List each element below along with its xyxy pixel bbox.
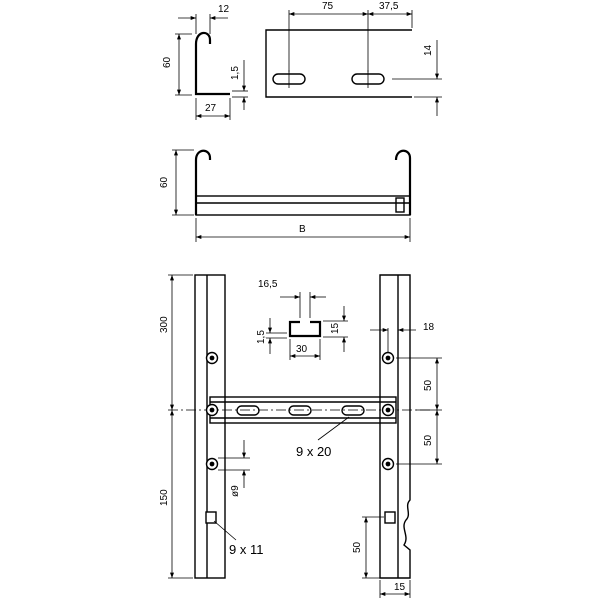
dim-label-15-bottom: 15 — [394, 582, 406, 593]
dim-label-60-front: 60 — [159, 176, 170, 188]
front-rung-end — [396, 198, 404, 212]
square-hole-right — [385, 512, 395, 523]
dim-label-75: 75 — [322, 1, 334, 12]
dim-label-hole-diameter: ø9 — [230, 485, 241, 497]
side-profile-view — [162, 4, 248, 120]
rung-slot-1 — [237, 406, 259, 415]
right-upright — [380, 275, 410, 578]
dim-label-14: 14 — [423, 44, 434, 56]
round-hole-right-low — [383, 459, 394, 470]
dim-label-12: 12 — [218, 4, 230, 15]
channel-detail — [256, 279, 348, 360]
rung-slot-3 — [342, 406, 364, 415]
plan-view — [266, 1, 442, 116]
label-slot-9x11: 9 x 11 — [229, 542, 264, 557]
left-upright — [195, 275, 225, 578]
dim-label-50-bottom: 50 — [352, 541, 363, 553]
dim-label-37-5: 37,5 — [379, 1, 399, 12]
dim-label-30: 30 — [296, 344, 308, 355]
ladder-view — [159, 275, 442, 598]
rung-slot-2 — [289, 406, 311, 415]
dim-label-50-upper: 50 — [423, 379, 434, 391]
dim-label-1-5-side: 1,5 — [230, 66, 241, 80]
channel-profile — [290, 322, 320, 336]
dim-label-b: B — [299, 224, 306, 235]
round-hole-left-mid — [207, 405, 218, 416]
plan-outline — [266, 30, 412, 97]
side-profile-shape — [196, 33, 230, 94]
label-slot-9x20: 9 x 20 — [296, 444, 332, 459]
round-hole-left-top — [207, 353, 218, 364]
round-hole-left-low — [207, 459, 218, 470]
dim-label-50-lower: 50 — [423, 434, 434, 446]
dim-label-300: 300 — [159, 316, 170, 333]
dim-label-60-side: 60 — [162, 56, 173, 68]
dim-label-18: 18 — [423, 322, 435, 333]
round-hole-right-top — [383, 353, 394, 364]
dim-label-1-5-channel: 1,5 — [256, 330, 267, 344]
round-hole-right-mid — [383, 405, 394, 416]
dim-label-150: 150 — [159, 489, 170, 506]
dim-label-27: 27 — [205, 103, 217, 114]
front-right-upright — [396, 151, 410, 215]
front-rung — [196, 196, 410, 215]
front-left-upright — [196, 151, 210, 215]
dim-label-16-5: 16,5 — [258, 279, 278, 290]
front-view — [159, 150, 410, 242]
dim-label-15-channel: 15 — [330, 322, 341, 334]
